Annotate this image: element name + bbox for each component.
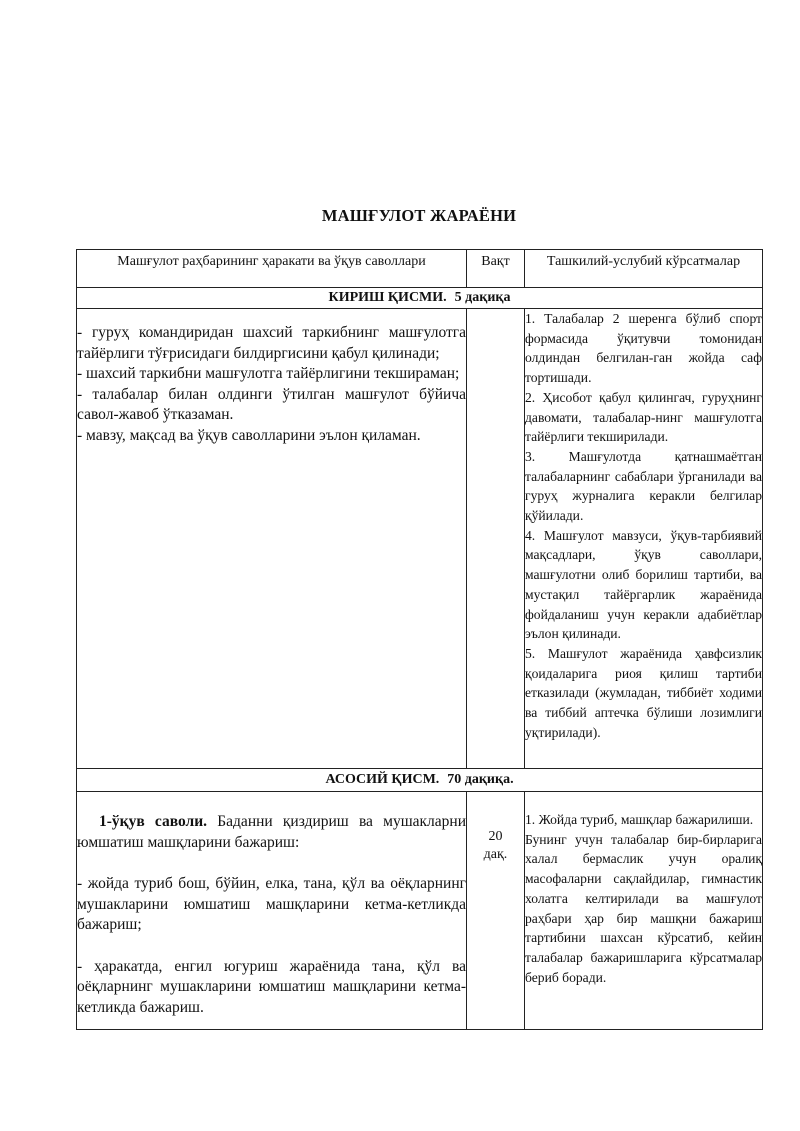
table-header-row [77,250,763,288]
intro-note-item: 2. Ҳисобот қабул қилингач, гуруҳнинг давомати, талабалар-нинг машғулотга тайёрлиги текширилади. [525,389,762,445]
intro-section-row [77,288,763,309]
intro-notes-cell [525,309,763,769]
main-action-item: - ҳаракатда, енгил югуриш жараёнида тана, қўл ва оёқларнинг мушакларини юмшатиш машқларини кетма-кетликда бажариш. [77,957,466,1016]
page-title: МАШҒУЛОТ ЖАРАЁНИ [321,206,517,225]
main-section-duration: 70 дақиқа. [447,772,514,787]
main-notes-cell [525,792,763,1030]
lesson-plan-table [76,249,763,1030]
intro-time-cell [467,309,525,769]
intro-action-item: - шахсий таркибни машғулотга тайёрлигини текшираман; [77,365,460,382]
intro-action-item: - гуруҳ командиридан шахсий таркибнинг машғулотга тайёрлиги тўғрисидаги билдиргисини қабул қилинади; [77,324,466,362]
main-section-title [77,769,763,792]
main-action-item: - жойда туриб бош, бўйин, елка, тана, қўл ва оёқларнинг мушакларини юмшатиш машқларини кетма-кетликда бажариш; [77,875,466,933]
intro-note-item: 3. Машғулотда қатнашмаётган талабаларнинг сабаблари ўрганилади ва гуруҳ журналига керакли белгилар қўйилади. [525,448,762,524]
intro-section-duration: 5 дақиқа [454,290,511,305]
intro-actions-cell [77,309,467,769]
main-note-item: Бунинг учун талабалар бир-бирларига халал бермаслик учун оралиқ масофаларни сақлайдилар, гимнастик холатга келтирилади ва машғулот раҳбари ҳар бир машқни бажариш тартибини шахсан кўрсатиб, кейин талабалар бажаришларига кўрсатмалар бериб боради. [525,831,762,985]
header-actions: Машғулот раҳбарининг ҳаракати ва ўқув саволлари [77,250,467,288]
header-notes: Ташкилий-услубий кўрсатмалар [525,250,763,288]
intro-section-label: КИРИШ ҚИСМИ. [328,290,447,305]
main-section-row [77,769,763,792]
main-actions-cell [77,792,467,1030]
question-label: 1-ўқув саволи. [99,813,208,830]
header-time: Вақт [467,250,525,288]
intro-note-item: 4. Машғулот мавзуси, ўқув-тарбиявий мақсадлари, ўқув саволлари, машғулотни олиб борилиш тартиби, ва мустақил тайёргарлик жараёнида фойдаланиш учун керакли адабиётлар эълон қилинади. [525,527,762,642]
main-content-row [77,792,763,1030]
intro-section-title [77,288,763,309]
intro-note-item: 1. Талабалар 2 шеренга бўлиб спорт формасида ўқитувчи томонидан олдиндан белгилан-ган жойда саф тортишади. [525,311,762,386]
intro-note-item: 5. Машғулот жараёнида ҳавфсизлик қоидаларига риоя қилиш тартиби етказилади (жумладан, тиббиёт ходими ва тиббий аптечка бўлиши лозимлиги уқтирилади). [525,645,762,740]
main-section-label: АСОСИЙ ҚИСМ. [325,772,440,787]
main-note-item: 1. Жойда туриб, машқлар бажарилиши. [525,812,754,827]
intro-action-item: - талабалар билан олдинги ўтилган машғулот бўйича савол-жавоб ўтказаман. [77,385,466,423]
intro-action-item: - мавзу, мақсад ва ўқув саволларини эълон қиламан. [77,426,421,444]
question-paragraph [77,812,466,853]
main-time-cell: 20 дақ. [467,792,525,1030]
question-text: Баданни қиздириш ва мушакларни юмшатиш машқларини бажариш: [77,813,467,851]
intro-content-row [77,309,763,769]
